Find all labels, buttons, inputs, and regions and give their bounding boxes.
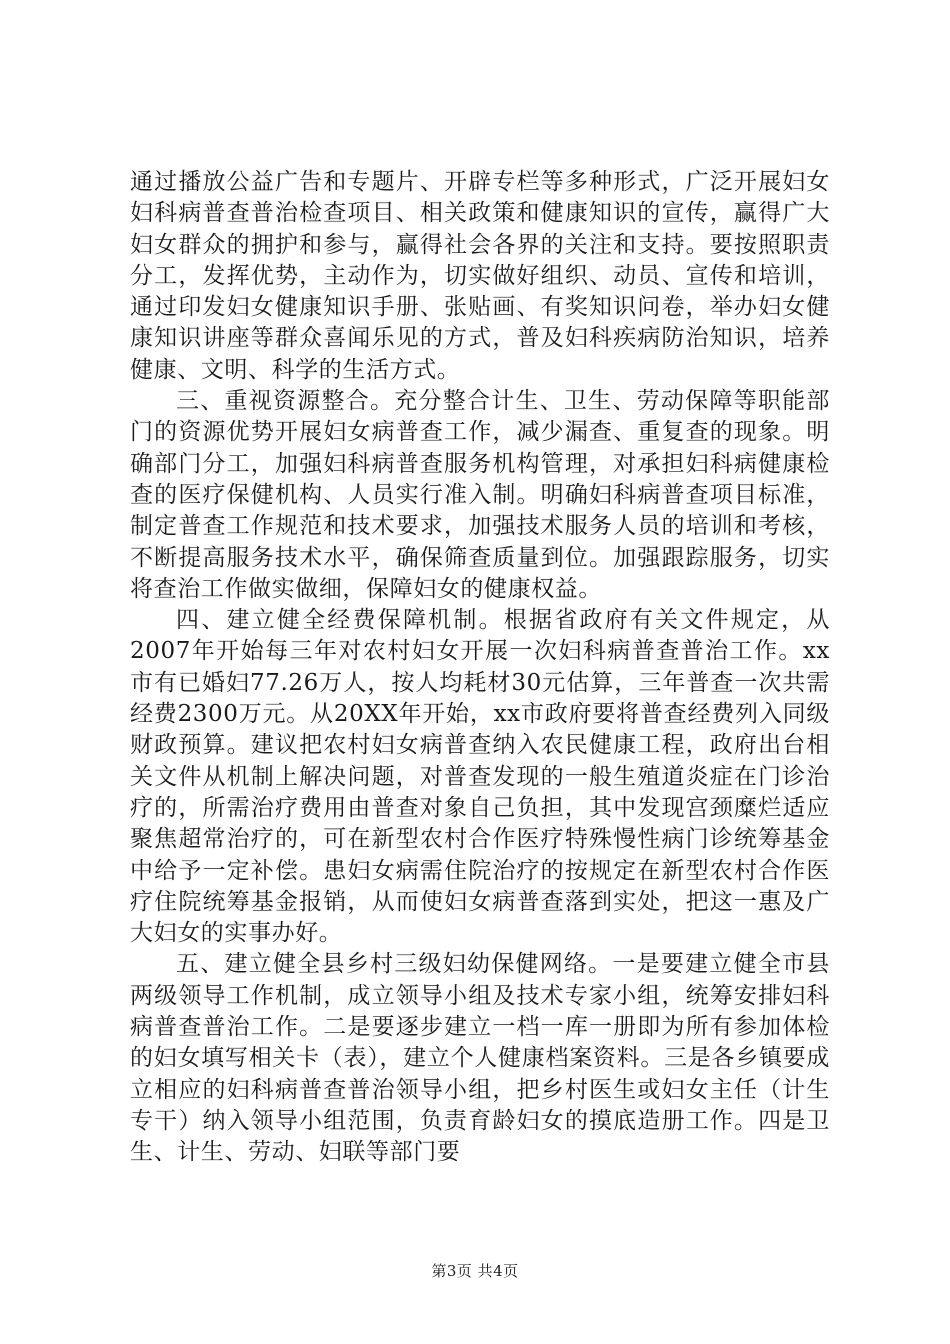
paragraph-1: 通过播放公益广告和专题片、开辟专栏等多种形式，广泛开展妇女妇科病普查普治检查项目、相关政策和健康知识的宣传，赢得广大妇女群众的拥护和参与，赢得社会各界的关注和支持。要按照职责分工，发挥优势，主动作为，切实做好组织、动员、宣传和培训，通过印发妇女健康知识手册、张贴画、有奖知识问卷，举办妇女健康知识讲座等群众喜闻乐见的方式，普及妇科疾病防治知识，培养健康、文明、科学的生活方式。 <box>130 169 830 383</box>
page-number-footer: 第3页 共4页 <box>431 1262 519 1280</box>
document-body <box>130 167 830 1169</box>
paragraph-2: 三、重视资源整合。充分整合计生、卫生、劳动保障等职能部门的资源优势开展妇女病普查工作，减少漏查、重复查的现象。明确部门分工，加强妇科病普查服务机构管理，对承担妇科病健康检查的医疗保健机构、人员实行准入制。明确妇科病普查项目标准，制定普查工作规范和技术要求，加强技术服务人员的培训和考核，不断提高服务技术水平，确保筛查质量到位。加强跟踪服务，切实将查治工作做实做细，保障妇女的健康权益。 <box>130 388 830 602</box>
paragraph-4: 五、建立健全县乡村三级妇幼保健网络。一是要建立健全市县两级领导工作机制，成立领导小组及技术专家小组，统筹安排妇科病普查普治工作。二是要逐步建立一档一库一册即为所有参加体检的妇女填写相关卡（表），建立个人健康档案资料。三是各乡镇要成立相应的妇科病普查普治领导小组，把乡村医生或妇女主任（计生专干）纳入领导小组范围，负责育龄妇女的摸底造册工作。四是卫生、计生、劳动、妇联等部门要 <box>130 951 830 1166</box>
paragraph-3: 四、建立健全经费保障机制。根据省政府有关文件规定，从2007年开始每三年对农村妇女开展一次妇科病普查普治工作。xx市有已婚妇77.26万人，按人均耗材30元估算，三年普查一次共需经费2300万元。从20XX年开始，xx市政府要将普查经费列入同级财政预算。建议把农村妇女病普查纳入农民健康工程，政府出台相关文件从机制上解决问题，对普查发现的一般生殖道炎症在门诊治疗的，所需治疗费用由普查对象自己负担，其中发现宫颈糜烂适应聚焦超常治疗的，可在新型农村合作医疗特殊慢性病门诊统筹基金中给予一定补偿。患妇女病需住院治疗的按规定在新型农村合作医疗住院统筹基金报销，从而使妇女病普查落到实处，把这一惠及广大妇女的实事办好。 <box>130 607 830 947</box>
